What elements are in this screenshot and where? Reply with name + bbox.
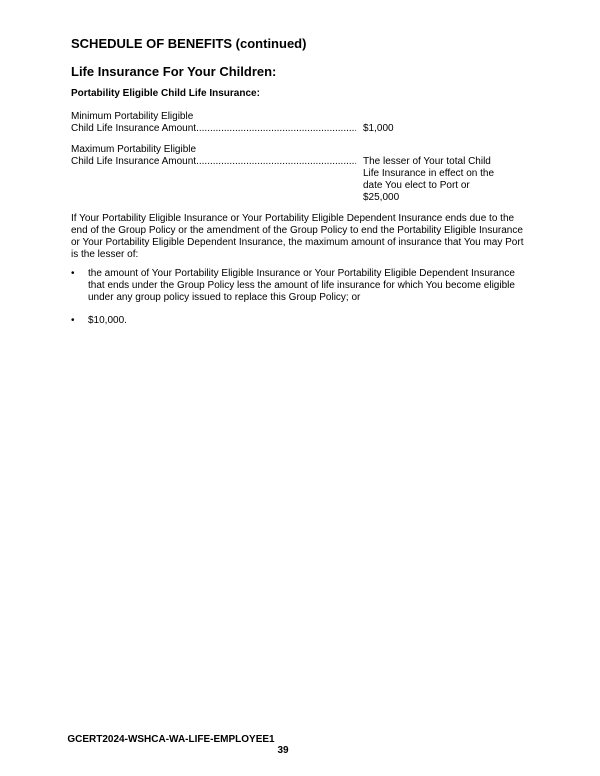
list-item-text: $10,000. — [88, 315, 127, 326]
page-heading: SCHEDULE OF BENEFITS (continued) — [71, 36, 307, 51]
max-amount-value-line: Life Insurance in effect on the — [363, 168, 495, 179]
bullet-icon: • — [71, 315, 75, 326]
max-amount-value-line: The lesser of Your total Child — [363, 156, 491, 167]
max-amount-value-line: $25,000 — [363, 192, 400, 203]
min-amount-label-line1: Minimum Portability Eligible — [71, 111, 194, 122]
footer-form-code: GCERT2024-WSHCA-WA-LIFE-EMPLOYEE1 — [67, 734, 275, 745]
max-amount-value-line: date You elect to Port or — [363, 180, 470, 191]
min-amount-label-line2 — [71, 123, 356, 135]
leader-dots — [196, 156, 356, 168]
bullet-icon: • — [71, 268, 75, 279]
leader-dots — [196, 123, 356, 135]
min-amount-value: $1,000 — [363, 123, 394, 134]
section-title: Life Insurance For Your Children: — [71, 64, 277, 79]
list-item-text: the amount of Your Portability Eligible Insurance or Your Portability Eligible Dependent Insurance that ends under the Group Policy less the amount of life insurance for which You become eligible under any group policy issued to replace this Group Policy; or — [88, 268, 515, 303]
max-amount-label-line1: Maximum Portability Eligible — [71, 144, 197, 155]
subsection-title: Portability Eligible Child Life Insurance: — [71, 88, 260, 99]
max-amount-label-text: Child Life Insurance Amount — [71, 156, 197, 167]
max-amount-value — [363, 156, 503, 204]
page-number: 39 — [277, 745, 289, 756]
portability-paragraph: If Your Portability Eligible Insurance or Your Portability Eligible Dependent Insurance ends due to the end of the Group Policy or the amendment of the Group Policy to end the Portability Eligible Insurance or Your Portability Eligible Dependent Insurance, the maximum amount of insurance that You may Port is the lesser of: — [71, 213, 524, 260]
max-amount-label-line2 — [71, 156, 356, 168]
min-amount-label-text: Child Life Insurance Amount — [71, 123, 197, 134]
